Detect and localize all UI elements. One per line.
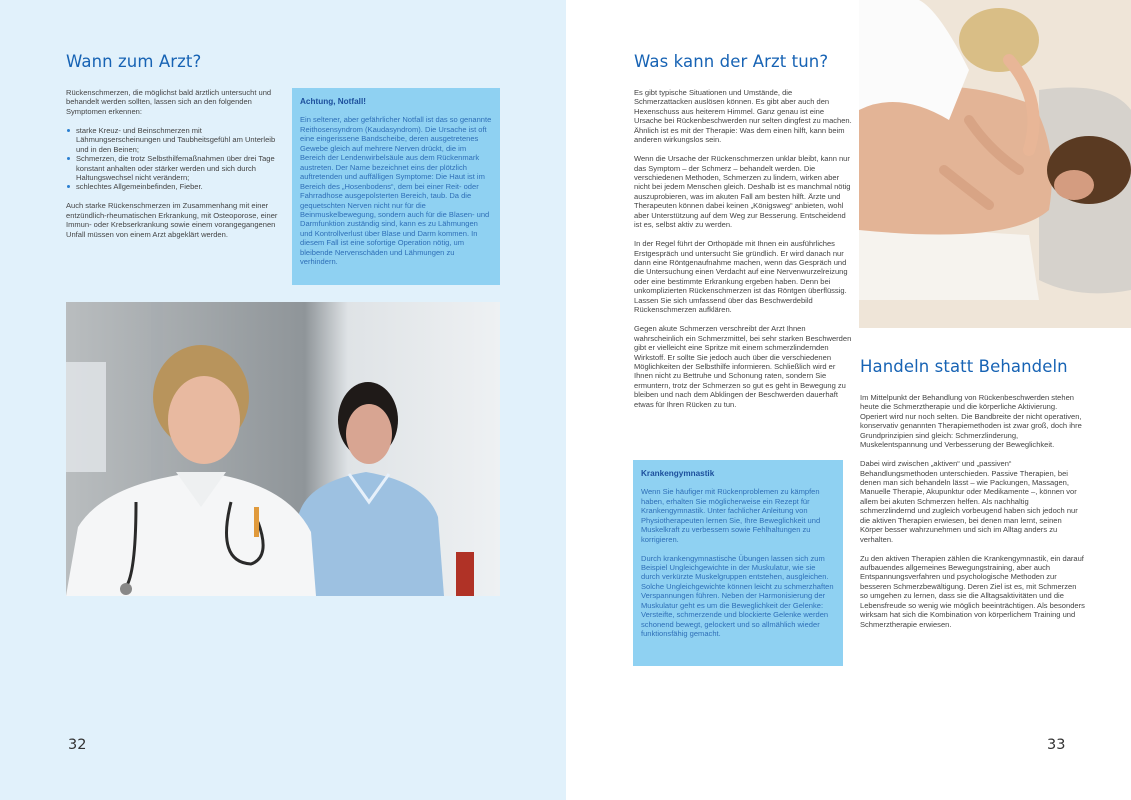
doctor-and-nurse-photo [66, 302, 500, 596]
paragraph: Gegen akute Schmerzen verschreibt der Arzt Ihnen wahrscheinlich ein Schmerzmittel, bei sehr starken Beschwerden gibt er vielleicht eine Spritze mit einem schmerzlindernden Wirkstoff. Er sollte Sie jedoch auch über die verschiedenen Möglichkeiten der Selbsthilfe informieren. Schließlich wird er Ihnen nicht zu Bettruhe und Schonung raten, sondern Sie ermuntern, trotz der Schmerzen so gut es geht in Bewegung zu bleiben und nach dem Abklingen der Beschwerden dauerhaft etwas für Ihren Rücken zu tun. [634, 324, 852, 409]
notfall-box [292, 88, 500, 285]
krankengymnastik-box-text: Durch krankengymnastische Übungen lassen sich zum Beispiel Ungleichgewichte in der Muskulatur, wie sie durch verkürzte Muskelgruppen entstehen, ausgleichen. Solche Ungleichgewichte können leicht zu schmerzhaften Verspannungen führen. Neben der Harmonisierung der Muskulatur geht es um die Beweglichkeit der Gelenke: Versteifte, schmerzende und blockierte Gelenke werden schonend bewegt, gelockert und so allmählich wieder funktionsfähig gemacht. [641, 553, 834, 639]
page-number-left: 32 [68, 737, 87, 753]
symptom-list [66, 126, 284, 192]
heading-was-kann-der-arzt-tun: Was kann der Arzt tun? [634, 52, 829, 71]
intro-paragraph: Rückenschmerzen, die möglichst bald ärztlich untersucht und behandelt werden sollten, lassen sich an den folgenden Symptomen erkennen: [66, 88, 272, 116]
paragraph: Es gibt typische Situationen und Umstände, die Schmerzattacken auslösen können. Es gibt aber auch den Hexenschuss aus heiterem Himmel. Ganz genau ist eine Ursache bei Rückenbeschwerden nur selten dingfest zu machen. Ähnlich ist es mit der Therapie: Was dem einen hilft, kann beim anderen wirkungslos sein. [634, 88, 852, 145]
symptom-item: starke Kreuz- und Beinschmerzen mit Lähmungserscheinungen und Taubheitsgefühl am Unterleib und in den Beinen; [66, 126, 284, 154]
paragraph: Zu den aktiven Therapien zählen die Krankengymnastik, ein darauf aufbauendes allgemeines Bewegungstraining, aber auch Entspannungsverfahren und psychologische Methoden zur besseren Schmerzbewältigung. Deren Ziel ist es, mit Schmerzen so umgehen zu lernen, dass sie die Alltagsaktivitäten und die Lebensfreude so wenig wie möglich beeinträchtigen. Als besonders wirksam hat sich die Kombination von körperlichem Training und Schmerztherapie erwiesen. [860, 553, 1085, 629]
massage-photo [859, 0, 1131, 328]
massage-photo-icon [859, 0, 1131, 328]
krankengymnastik-box-text: Wenn Sie häufiger mit Rückenproblemen zu kämpfen haben, erhalten Sie möglicherweise ein Rezept für Krankengymnastik. Unter fachlicher Anleitung von Physiotherapeuten lernen Sie, Ihre Beweglichkeit und Muskelkraft zu verbessern sowie Fehlhaltungen zu korrigieren. [641, 487, 821, 544]
right-page [566, 0, 1131, 800]
paragraph: Im Mittelpunkt der Behandlung von Rückenbeschwerden stehen heute die Schmerztherapie und die körperliche Aktivierung. Operiert wird nur noch selten. Die Bandbreite der nicht operativen, konservativ genannten Therapiemethoden ist zwar groß, doch ihre Grundprinzipien sind gleich: Schmerzlinderung, Muskelentspannung und Verbesserung der Beweglichkeit. [860, 393, 1082, 450]
right-body-column [634, 88, 852, 419]
paragraph: Auch starke Rückenschmerzen im Zusammenhang mit einer entzündlich-rheumatischen Erkrankung, mit Osteoporose, einer Immun- oder Krebserkrankung sowie einem vorangegangenen Unfall müssen von einem Arzt abgeklärt werden. [66, 201, 278, 239]
left-body-column [66, 88, 284, 249]
symptom-item: Schmerzen, die trotz Selbsthilfemaßnahmen über drei Tage konstant anhalten oder stärker werden und sich durch Haltungswechsel nicht verändern; [66, 154, 284, 182]
heading-handeln-statt-behandeln: Handeln statt Behandeln [860, 357, 1068, 376]
notfall-box-title: Achtung, Notfall! [300, 97, 366, 106]
doctor-and-nurse-photo-icon [66, 302, 500, 596]
paragraph: In der Regel führt der Orthopäde mit Ihnen ein ausführliches Erstgespräch und untersucht Sie gründlich. Er wird danach nur dann eine Röntgenaufnahme machen, wenn das Gespräch und die Untersuchung einen Verdacht auf eine Nervenwurzelreizung oder eine bestimmte Erkrankung ergeben haben. Denn bei unkomplizierten Rückenschmerzen ist das Röntgen überflüssig. Lassen Sie sich umfassend über das Beschwerdebild Rückenschmerzen aufklären. [634, 239, 848, 315]
krankengymnastik-box-title: Krankengymnastik [641, 469, 715, 478]
heading-wann-zum-arzt: Wann zum Arzt? [66, 52, 202, 71]
krankengymnastik-box [633, 460, 843, 666]
page-number-right: 33 [1047, 737, 1066, 753]
right-second-column [860, 393, 1086, 639]
paragraph: Wenn die Ursache der Rückenschmerzen unklar bleibt, kann nur das Symptom – der Schmerz – behandelt werden. Die verschiedenen Methoden, Schmerzen zu lindern, wirken aber nicht bei jedem Menschen gleich. Deshalb ist es manchmal nötig auszuprobieren, was im akuten Fall am besten hilft. Ärzte und Therapeuten können dabei keinen „Königsweg“ anbieten, wohl aber Unterstützung auf dem Weg zur Besserung. Entscheidend ist es, selbst aktiv zu werden. [634, 154, 851, 230]
paragraph: Dabei wird zwischen „aktiven“ und „passiven“ Behandlungsmethoden unterschieden. Passive Therapien, bei denen man sich behandeln lässt – wie Packungen, Massagen, Manuelle Therapie, Akupunktur oder Medikamente –, können vor allem bei akuten Schmerzen helfen. Als nachhaltig schmerzlindernd und zugleich vorbeugend haben sich jedoch nur die aktiven Therapien erwiesen, bei denen man lernt, seinen Körper besser wahrzunehmen und sich im Alltag anders zu verhalten. [860, 459, 1078, 544]
symptom-item: schlechtes Allgemeinbefinden, Fieber. [66, 182, 284, 191]
notfall-box-text: Ein seltener, aber gefährlicher Notfall ist das so genannte Reithosensyndrom (Kaudasyndrom). Die Ursache ist oft eine eingerissene Bandscheibe, deren ausgetretenes Gewebe gleich auf mehrere Nerven drückt, die im Bereich der Lendenwirbelsäule aus dem Rückenmark austreten. Der Name bezeichnet eins der plötzlich auftretenden und auffälligen Symptome: Die Haut ist im Bereich des „Hosenbodens“, dem bei einer Reit- oder Fahrradhose ausgepolsterten Bereich, taub. Da die gequetschten Nerven nicht nur für die Beinmuskelbewegung, sondern auch für die Blasen- und Darmfunktion zuständig sind, kann es zu Lähmungen und Kontrollverlust über Blase und Darm kommen. In diesem Fall ist eine sofortige Operation nötig, um bleibende Nervenschäden und Lähmungen zu verhindern. [300, 115, 492, 267]
